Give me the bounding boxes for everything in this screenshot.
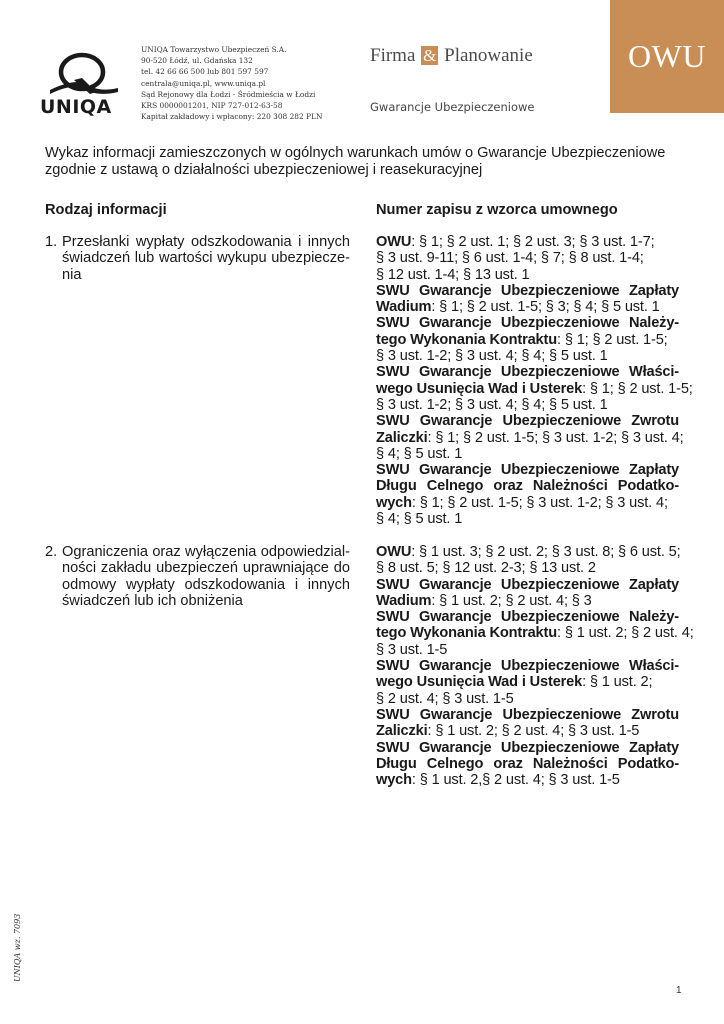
reference-line (376, 234, 679, 250)
company-line: 90-520 Łódź, ul. Gdańska 132 (141, 56, 253, 66)
reference-document-name: SWU Gwarancje Ubezpieczeniowe Zapłaty (376, 462, 679, 479)
section-number: 2. (45, 544, 58, 560)
reference-document-name: wego Usunięcia Wad i Usterek (376, 674, 583, 691)
company-info (141, 44, 341, 122)
brand-subtitle: Gwarancje Ubezpieczeniowe (370, 100, 535, 114)
reference-line (376, 625, 694, 642)
reference-clauses: § 3 ust. 1-2; § 3 ust. 4; § 4; § 5 ust. 1 (376, 396, 608, 413)
company-line: Sąd Rejonowy dla Łodzi - Śródmieścia w Łodzi (141, 89, 316, 99)
reference-line (376, 413, 679, 429)
reference-document-name: SWU Gwarancje Ubezpieczeniowe Zwrotu (376, 706, 679, 723)
reference-line (376, 332, 679, 348)
reference-line (376, 348, 679, 364)
reference-line (376, 250, 679, 266)
reference-clauses: : § 1; § 2 ust. 1; § 2 ust. 3; § 3 ust. 1-7; (411, 234, 655, 250)
brand-title (370, 45, 533, 67)
reference-document-name: OWU (376, 234, 412, 250)
section-text: Ograniczenia oraz wyłączenia odpowiedzial-ności zakładu ubezpieczeń uprawniające do odmowy wypłaty odszkodowania i innych świadczeń lub ich obniżenia (62, 544, 350, 609)
brand-left: Firma (370, 45, 416, 66)
document-title (45, 145, 685, 179)
reference-line (376, 364, 679, 380)
reference-line (376, 740, 679, 756)
form-code: UNIQA wz. 7093 (13, 913, 22, 982)
reference-line (376, 283, 679, 299)
company-line: centrala@uniqa.pl, www.uniqa.pl (141, 78, 266, 88)
reference-line (376, 544, 679, 560)
section-1-references (376, 234, 693, 528)
reference-clauses: § 3 ust. 1-2; § 3 ust. 4; § 4; § 5 ust. 1 (376, 348, 608, 365)
reference-document-name: SWU Gwarancje Ubezpieczeniowe Należy- (376, 609, 679, 626)
title-line-1: Wykaz informacji zamieszczonych w ogólnych warunkach umów o Gwarancje Ubezpieczeniowe (45, 145, 666, 161)
reference-line (376, 429, 684, 446)
reference-clauses: : § 1 ust. 2; (582, 674, 653, 691)
reference-document-name: SWU Gwarancje Ubezpieczeniowe Właści- (376, 658, 679, 675)
reference-document-name: tego Wykonania Kontraktu (376, 331, 558, 348)
section-text: Przesłanki wypłaty odszkodowania i innych świadczeń lub wartości wykupu ubezpiecze-nia (62, 234, 350, 283)
reference-line (376, 707, 679, 723)
reference-clauses: : § 1; § 2 ust. 1-5; (557, 331, 668, 348)
reference-document-name: Zaliczki (376, 429, 428, 446)
section-1-description (45, 234, 350, 283)
reference-document-name: SWU Gwarancje Ubezpieczeniowe Zapłaty (376, 576, 679, 593)
reference-document-name: SWU Gwarancje Ubezpieczeniowe Zapłaty (376, 282, 679, 299)
reference-line (376, 593, 679, 609)
reference-line (376, 511, 679, 527)
reference-clauses: § 8 ust. 5; § 12 ust. 2-3; § 13 ust. 2 (376, 560, 596, 577)
reference-line (376, 462, 679, 478)
reference-line (376, 478, 679, 494)
reference-clauses: § 4; § 5 ust. 1 (376, 445, 463, 462)
reference-line (376, 495, 679, 511)
reference-document-name: SWU Gwarancje Ubezpieczeniowe Zwrotu (376, 413, 679, 430)
uniqa-logo (40, 52, 128, 118)
reference-line (376, 315, 679, 331)
reference-clauses: § 12 ust. 1-4; § 13 ust. 1 (376, 266, 530, 283)
reference-clauses: : § 1; § 2 ust. 1-5; (582, 380, 693, 397)
reference-clauses: § 2 ust. 4; § 3 ust. 1-5 (376, 690, 514, 707)
reference-document-name: wych (376, 772, 412, 789)
section-2-description (45, 544, 350, 609)
reference-line (376, 674, 679, 690)
reference-document-name: wych (376, 494, 412, 511)
logo-wordmark: UNIQA (40, 96, 112, 118)
reference-line (376, 723, 679, 739)
reference-document-name: SWU Gwarancje Ubezpieczeniowe Zapłaty (376, 739, 679, 756)
reference-clauses: : § 1 ust. 2,§ 2 ust. 4; § 3 ust. 1-5 (411, 772, 620, 789)
reference-line (376, 756, 679, 772)
brand-ampersand: & (423, 46, 437, 65)
reference-document-name: tego Wykonania Kontraktu (376, 625, 558, 642)
reference-document-name: Wadium (376, 592, 432, 609)
reference-line (376, 642, 679, 658)
company-line: KRS 0000001201, NIP 727-012-63-58 (141, 101, 283, 111)
column-header-info-type: Rodzaj informacji (45, 202, 167, 218)
reference-clauses: : § 1; § 2 ust. 1-5; § 3 ust. 1-2; § 3 ust. 4; (411, 494, 668, 511)
title-line-2: zgodnie z ustawą o działalności ubezpieczeniowej i reasekuracyjnej (45, 162, 483, 178)
uniqa-logo-icon (40, 52, 128, 96)
page-number: 1 (676, 985, 682, 996)
reference-clauses: : § 1; § 2 ust. 1-5; § 3; § 4; § 5 ust. 1 (431, 299, 660, 316)
reference-clauses: : § 1 ust. 3; § 2 ust. 2; § 3 ust. 8; § 6 ust. 5; (411, 544, 681, 560)
company-line: tel. 42 66 66 500 lub 801 597 597 (141, 67, 269, 77)
reference-clauses: § 3 ust. 1-5 (376, 641, 448, 658)
owu-badge (610, 0, 724, 113)
reference-document-name: OWU (376, 544, 412, 560)
reference-document-name: wego Usunięcia Wad i Usterek (376, 380, 583, 397)
company-line: Kapitał zakładowy i wpłacony: 220 308 282 PLN (141, 112, 323, 122)
company-line: UNIQA Towarzystwo Ubezpieczeń S.A. (141, 45, 287, 54)
reference-clauses: § 4; § 5 ust. 1 (376, 511, 463, 528)
section-2-references (376, 544, 694, 789)
reference-document-name: Wadium (376, 299, 432, 316)
reference-clauses: : § 1; § 2 ust. 1-5; § 3 ust. 1-2; § 3 ust. 4; (427, 429, 684, 446)
reference-line (376, 691, 679, 707)
reference-clauses: : § 1 ust. 2; § 2 ust. 4; (557, 625, 694, 642)
reference-line (376, 397, 679, 413)
reference-clauses: § 3 ust. 9-11; § 6 ust. 1-4; § 7; § 8 ust. 1-4; (376, 250, 644, 267)
reference-line (376, 446, 679, 462)
reference-line (376, 380, 693, 397)
reference-line (376, 560, 679, 576)
reference-line (376, 658, 679, 674)
owu-label: OWU (628, 38, 706, 74)
brand-right: Planowanie (444, 45, 533, 66)
reference-document-name: Długu Celnego oraz Należności Podatko- (376, 755, 679, 772)
reference-document-name: Długu Celnego oraz Należności Podatko- (376, 478, 679, 495)
section-number: 1. (45, 234, 58, 250)
reference-line (376, 299, 679, 315)
column-header-clause-number: Numer zapisu z wzorca umownego (376, 202, 618, 218)
reference-line (376, 267, 679, 283)
reference-clauses: : § 1 ust. 2; § 2 ust. 4; § 3 ust. 1-5 (427, 723, 640, 740)
reference-line (376, 609, 679, 625)
reference-document-name: SWU Gwarancje Ubezpieczeniowe Właści- (376, 364, 679, 381)
reference-line (376, 772, 679, 788)
reference-document-name: SWU Gwarancje Ubezpieczeniowe Należy- (376, 315, 679, 332)
reference-clauses: : § 1 ust. 2; § 2 ust. 4; § 3 (431, 592, 592, 609)
reference-document-name: Zaliczki (376, 723, 428, 740)
reference-line (376, 577, 679, 593)
